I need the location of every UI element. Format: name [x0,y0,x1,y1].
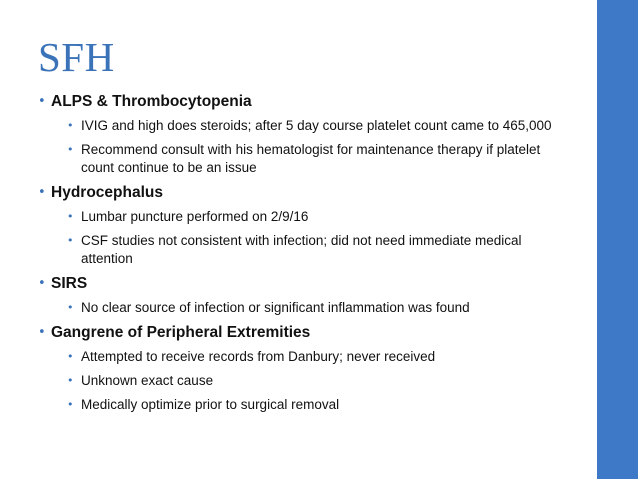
bullet-icon: • [67,234,74,247]
list-item-text: Attempted to receive records from Danbury; never received [81,349,436,364]
slide-content [38,92,568,414]
list-item-text: No clear source of infection or significant inflammation was found [81,300,470,315]
list-item [51,299,568,317]
bullet-icon: • [67,398,74,411]
list-item [51,208,568,226]
slide-accent-bar [597,0,638,479]
section-heading: Gangrene of Peripheral Extremities [51,324,311,341]
section-items [51,299,568,317]
section-heading: ALPS & Thrombocytopenia [51,93,252,110]
bullet-icon: • [67,350,74,363]
bullet-icon: • [67,374,74,387]
list-item [51,117,568,135]
list-item [51,396,568,414]
section-gangrene-peripheral-extremities [38,323,568,414]
list-item-text: Unknown exact cause [81,373,214,388]
section-items [51,117,568,177]
bullet-icon: • [67,301,74,314]
slide-title: SFH [38,34,115,80]
bullet-icon: • [67,119,74,132]
bullet-icon: • [67,210,74,223]
list-item [51,232,568,268]
bullet-icon: • [38,94,46,109]
bullet-icon: • [38,276,46,291]
section-heading: SIRS [51,275,88,292]
section-items [51,348,568,414]
bullet-icon: • [38,185,46,200]
list-item-text: Medically optimize prior to surgical removal [81,397,340,412]
section-heading: Hydrocephalus [51,184,163,201]
section-sirs [38,274,568,317]
list-item-text: Recommend consult with his hematologist for maintenance therapy if platelet count continue to be an issue [81,142,541,175]
list-item-text: Lumbar puncture performed on 2/9/16 [81,209,309,224]
section-list [38,92,568,414]
list-item-text: CSF studies not consistent with infection; did not need immediate medical attention [81,233,522,266]
bullet-icon: • [67,143,74,156]
list-item-text: IVIG and high does steroids; after 5 day course platelet count came to 465,000 [81,118,552,133]
section-items [51,208,568,268]
list-item [51,348,568,366]
list-item [51,372,568,390]
section-hydrocephalus [38,183,568,268]
section-alps-thrombocytopenia [38,92,568,177]
bullet-icon: • [38,325,46,340]
list-item [51,141,568,177]
